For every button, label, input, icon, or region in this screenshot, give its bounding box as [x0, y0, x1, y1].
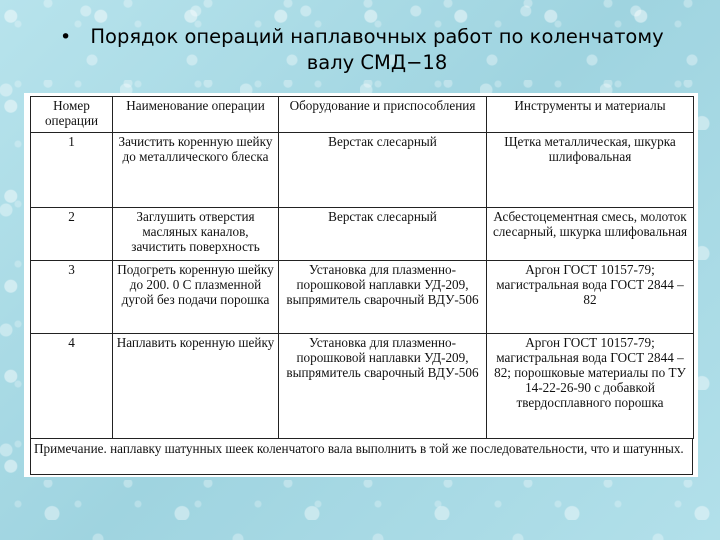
title-text: Порядок операций наплавочных работ по коленчатому валу СМД−18 [90, 25, 664, 74]
cell-number: 2 [31, 208, 113, 261]
header-equipment: Оборудование и приспособления [279, 97, 487, 133]
header-number: Номер операции [31, 97, 113, 133]
header-name: Наименование операции [113, 97, 279, 133]
table-header-row [31, 97, 694, 133]
cell-equipment: Установка для плазменно-порошковой наплавки УД-209, выпрямитель сварочный ВДУ-506 [279, 261, 487, 334]
table-row [31, 261, 694, 334]
slide-title [60, 24, 680, 76]
bullet-icon: • [60, 26, 72, 48]
cell-tools: Аргон ГОСТ 10157-79; магистральная вода ГОСТ 2844 – 82; порошковые материалы по ТУ 14-22-26-90 с добавкой твердосплавного порошка [487, 334, 694, 439]
cell-tools: Асбестоцементная смесь, молоток слесарный, шкурка шлифовальная [487, 208, 694, 261]
cell-number: 3 [31, 261, 113, 334]
cell-tools: Щетка металлическая, шкурка шлифовальная [487, 133, 694, 208]
cell-name: Зачистить коренную шейку до металлического блеска [113, 133, 279, 208]
table-row [31, 334, 694, 439]
table-row [31, 133, 694, 208]
cell-name: Подогреть коренную шейку до 200. 0 С плазменной дугой без подачи порошка [113, 261, 279, 334]
header-tools: Инструменты и материалы [487, 97, 694, 133]
cell-equipment: Установка для плазменно-порошковой наплавки УД-209, выпрямитель сварочный ВДУ-506 [279, 334, 487, 439]
cell-number: 1 [31, 133, 113, 208]
cell-equipment: Верстак слесарный [279, 133, 487, 208]
cell-tools: Аргон ГОСТ 10157-79; магистральная вода ГОСТ 2844 – 82 [487, 261, 694, 334]
cell-equipment: Верстак слесарный [279, 208, 487, 261]
scanned-table-image [24, 93, 698, 477]
cell-name: Наплавить коренную шейку [113, 334, 279, 439]
table-row [31, 208, 694, 261]
operations-table [30, 96, 694, 439]
cell-name: Заглушить отверстия масляных каналов, зачистить поверхность [113, 208, 279, 261]
table-note: Примечание. наплавку шатунных шеек коленчатого вала выполнить в той же последовательности, что и шатунных. [30, 439, 693, 475]
cell-number: 4 [31, 334, 113, 439]
